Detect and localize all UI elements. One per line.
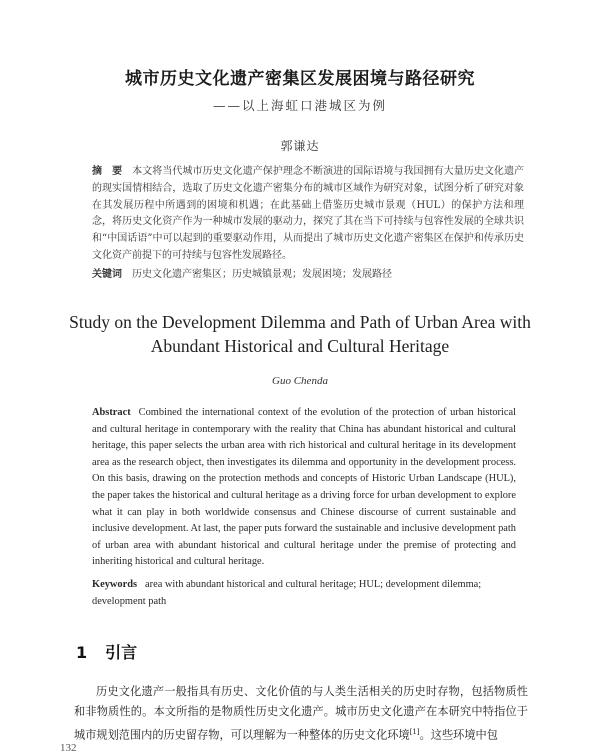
chinese-keywords xyxy=(92,267,524,283)
english-author: Guo Chenda xyxy=(272,375,328,387)
page-number: 132 xyxy=(60,742,77,754)
chinese-keywords-label: 关键词 xyxy=(92,269,122,280)
english-keywords-label: Keywords xyxy=(92,579,138,590)
body-text: 历史文化遗产一般指具有历史、文化价值的与人类生活相关的历史时存物，包括物质性和非物质性的。本文所指的是物质性历史文化遗产。城市历史文化遗产在本研究中特指位于城市规划范围内的历史留存物，可以理解为一种整体的历史文化环境 xyxy=(74,685,528,742)
section-heading xyxy=(76,640,137,663)
english-title: Study on the Development Dilemma and Path of Urban Area with Abundant Historical and Cultural Heritage xyxy=(69,312,531,356)
section-number: 1 xyxy=(76,643,88,662)
english-keywords xyxy=(92,577,516,610)
english-keywords-text: area with abundant historical and cultural heritage; HUL; development dilemma; development path xyxy=(92,579,482,607)
chinese-subtitle: ——以上海虹口港城区为例 xyxy=(212,98,387,113)
english-abstract-label: Abstract xyxy=(92,407,131,418)
chinese-abstract xyxy=(92,164,524,265)
english-abstract xyxy=(92,405,516,571)
citation-ref: [1] xyxy=(409,728,420,736)
chinese-keywords-text: 历史文化遗产密集区；历史城镇景观；发展困境；发展路径 xyxy=(132,269,392,280)
section-title: 引言 xyxy=(105,643,138,662)
chinese-abstract-text: 本文将当代城市历史文化遗产保护理念不断演进的国际语境与我国拥有大量历史文化遗产的现实国情相结合，选取了历史文化遗产密集分布的城市区域作为研究对象，试图分析了研究对象在其发展历程中所遇到的困境和机遇；在此基础上借鉴历史城市景观（HUL）的保护方法和理念，将历史文化资产作为一种城市发展的驱动力，探究了其在当下可持续与包容性发展的全球共识和“中国话语”中可以起到的重要驱动作用，从而提出了城市历史文化遗产密集区在保护和传承历史文化资产前提下的可持续与包容性发展路径。 xyxy=(92,166,525,261)
chinese-abstract-label: 摘 要 xyxy=(92,166,123,177)
body-paragraph xyxy=(74,682,528,746)
chinese-author: 郭谦达 xyxy=(280,139,320,153)
english-abstract-text: Combined the international context of the evolution of the protection of urban historical and cultural heritage in contemporary with the reality that China has abundant historical and cultural heritage, this paper selects the urban area with rich historical and cultural heritage in its development area as the research object, then investigates its dilemma and opportunity in the development process. On this basis, drawing on the protection methods and concepts of Historic Urban Landscape (HUL), the paper takes the historical and cultural heritage as a driving force for urban development to explore what it can play in both worldwide consensus and Chinese discourse of current sustainable and inclusive development. At last, the paper puts forward the sustainable and inclusive development path of urban area with abundant historical and cultural heritage under the premise of protecting and inheriting historical and cultural heritage. xyxy=(92,407,516,568)
body-text-continued: 。这些环境中包 xyxy=(419,728,498,742)
chinese-title: 城市历史文化遗产密集区发展困境与路径研究 xyxy=(125,69,475,89)
